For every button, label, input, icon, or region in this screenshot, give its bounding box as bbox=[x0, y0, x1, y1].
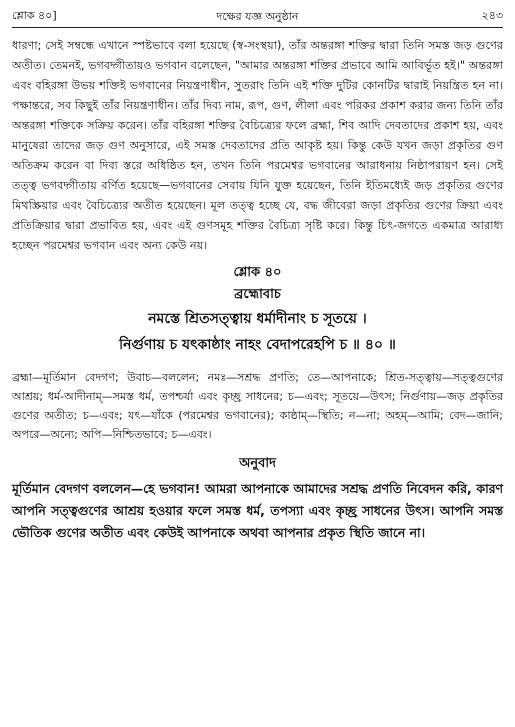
verse-line-2: নির্গুণায় চ যৎকাষ্ঠাং নাহং বেদাপরেহপি চ ॥ ৪০ ॥ bbox=[119, 337, 396, 353]
translation-text: মূর্তিমান বেদগণ বললেন—হে ভগবান! আমরা আপনাকে আমাদের সশ্রদ্ধ প্রণতি নিবেদন করি, কারণ আপনি সত্ত্বগুণের আশ্রয় হওয়ার ফলে সমস্ত ধর্ম, তপস্যা এবং কৃচ্ছ্র সাধনের উৎস। আপনি সমস্ত ভৌতিক গুণের অতীত এবং কেউই আপনাকে অথবা আপনার প্রকৃত স্থিতি জানে না। bbox=[12, 481, 503, 540]
running-header bbox=[12, 8, 503, 28]
verse-block bbox=[12, 262, 503, 358]
page-number: ২৪৩ bbox=[481, 9, 503, 22]
purport-paragraph bbox=[12, 36, 503, 256]
verse-intro: ব্রহ্মোবাচ bbox=[234, 287, 281, 302]
purport-text: ধারণা; সেই সম্বন্ধে এখানে স্পষ্টভাবে বলা হয়েছে (স্ব-সংস্থয়া), তাঁর অন্তরঙ্গা শক্তির দ্বারা তিনি সমস্ত জড় গুণের অতীত। তেমনই, ভগবদ্গীতায়ও ভগবান বলেছেন, "আমার অন্তরঙ্গা শক্তির প্রভাবে আমি আবির্ভূত হই।" অন্তরঙ্গা এবং বহিরঙ্গা উভয় শক্তিই ভগবানের নিয়ন্ত্রণাধীন, সুতরাং তিনি এই শক্তি দুটির কোনটির দ্বারাই নিয়ন্ত্রিত হন না। পক্ষান্তরে, সব কিছুই তাঁর নিয়ন্ত্রণাধীন। তাঁর দিব্য নাম, রূপ, গুণ, লীলা এবং পরিকর প্রকাশ করার জন্য তিনি তাঁর অন্তরঙ্গা শক্তিকে সক্রিয় করেন। তাঁর বহিরঙ্গা শক্তির বৈচিত্র্যের ফলে ব্রহ্মা, শিব আদি দেবতাদের প্রকাশ হয়, এবং মানুষেরা তাদের জড় গুণ অনুসারে, এই সমস্ত দেবতাদের প্রতি আকৃষ্ট হয়। কিন্তু কেউ যখন জড়া প্রকৃতির গুণ অতিক্রম করেন বা দিব্য স্তরে অধিষ্ঠিত হন, তখন তিনি পরমেশ্বর ভগবানের আরাধনায় নিষ্ঠাপরায়ণ হন। সেই তত্ত্ব ভগবদ্গীতায় বর্ণিত হয়েছে—ভগবানের সেবায় যিনি যুক্ত হয়েছেন, তিনি ইতিমধ্যেই জড় প্রকৃতির গুণের মিথস্ক্রিয়ার এবং বৈচিত্র্যের অতীত হয়েছেন। মূল তত্ত্ব হচ্ছে যে, বদ্ধ জীবেরা জড়া প্রকৃতির গুণের ক্রিয়া এবং প্রতিক্রিয়ার দ্বারা প্রভাবিত হয়, এবং এই গুণসমূহ শক্তির বৈচিত্র্য সৃষ্টি করে। কিন্তু চিৎ-জগতে একমাত্র আরাধ্য হচ্ছেন পরমেশ্বর ভগবান এবং অন্য কেউ নয়। bbox=[12, 39, 503, 252]
translation-title: অনুবাদ bbox=[239, 456, 276, 471]
verse-number: শ্লোক ৪০ bbox=[233, 265, 282, 280]
verse-line-1: নমস্তে শ্রিতসত্ত্বায় ধর্মাদীনাং চ সূতয়ে । bbox=[148, 311, 367, 327]
header-chapter-title: দক্ষের যজ্ঞ অনুষ্ঠান bbox=[216, 10, 299, 23]
header-verse-ref: শ্লোক ৪০] bbox=[12, 9, 57, 22]
word-synonyms: ব্রহ্মা—মূর্তিমান বেদগণ; উবাচ—বললেন; নমঃ—সশ্রদ্ধ প্রণতি; তে—আপনাকে; শ্রিত-সত্ত্বায়—সত্ত্বগুণের আশ্রয়; ধর্ম-আদীনাম্—সমস্ত ধর্ম, তপশ্চর্যা এবং কৃচ্ছ্র সাধনের; চ—এবং; সূতয়ে—উৎস; নির্গুণায়—জড় প্রকৃতির গুণের অতীত; চ—এবং; যৎ—যাঁকে (পরমেশ্বর ভগবানের); কাষ্ঠাম্—স্থিতি; ন—না; অহম্—আমি; বেদ—জানি; অপরে—অন্যে; অপি—নিশ্চিতভাবে; চ—এবং। bbox=[12, 371, 503, 441]
book-page bbox=[12, 8, 503, 544]
